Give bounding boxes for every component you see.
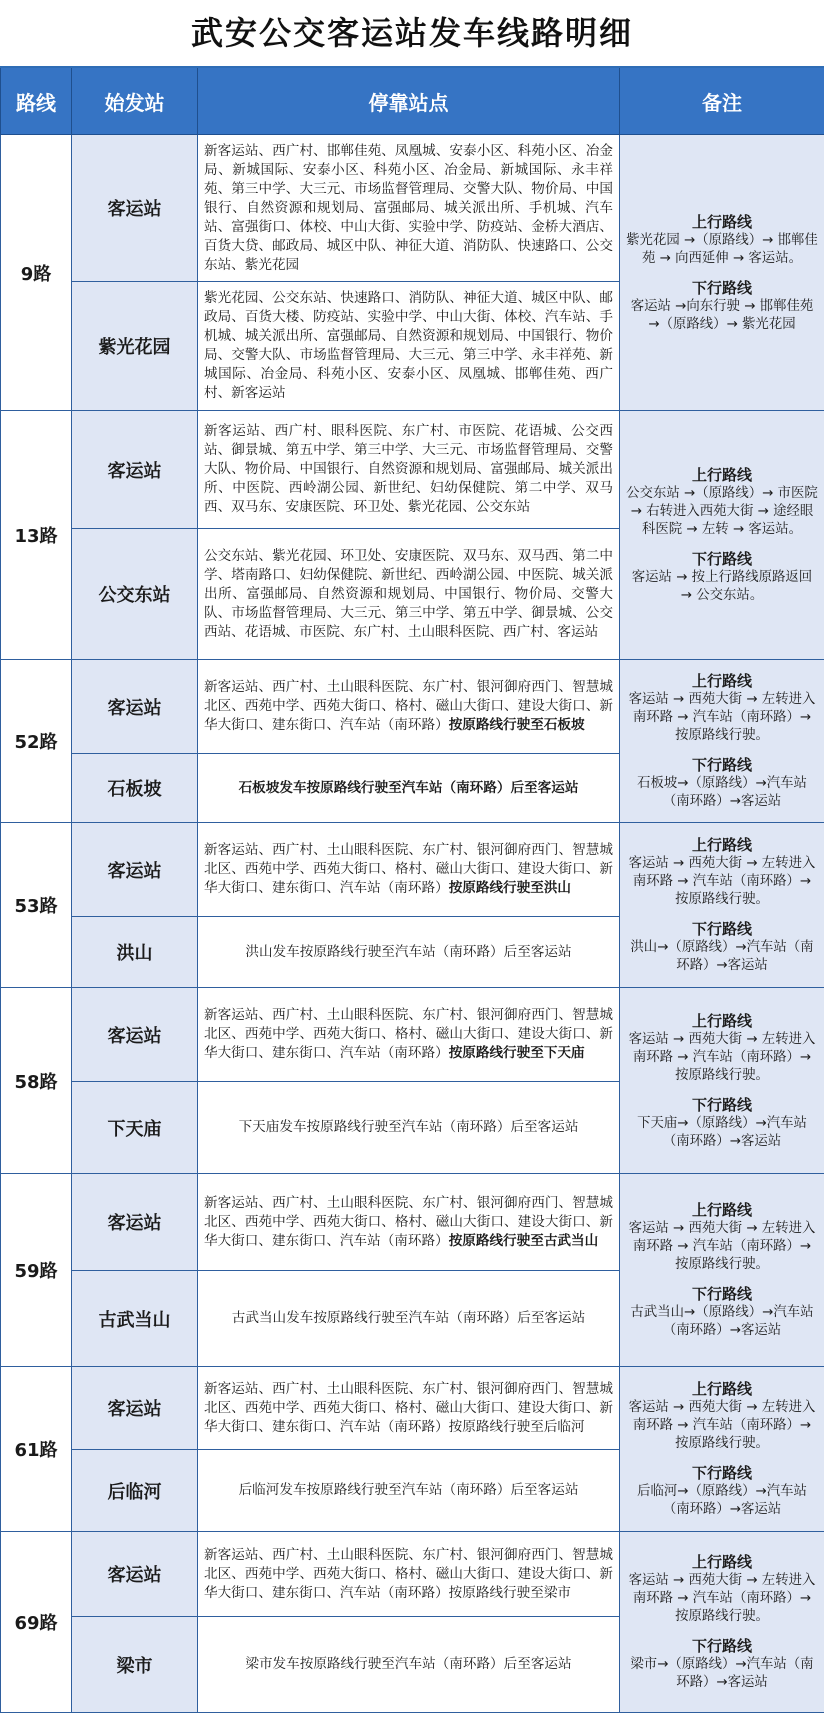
up-route-text: 客运站 → 西苑大街 → 左转进入南环路 → 汽车站（南环路）→ 按原路线行驶。 <box>626 1572 818 1626</box>
origin-station: 梁市 <box>72 1617 198 1713</box>
route-number: 58路 <box>1 988 72 1174</box>
stops-list: 石板坡发车按原路线行驶至汽车站（南环路）后至客运站 <box>198 754 620 823</box>
route-number: 69路 <box>1 1532 72 1713</box>
stops-list: 新客运站、西广村、土山眼科医院、东广村、银河御府西门、智慧城北区、西苑中学、西苑大街口、格村、磁山大街口、建设大街口、新华大街口、建东街口、汽车站（南环路）按原路线行驶至后临河 <box>198 1367 620 1450</box>
origin-station: 公交东站 <box>72 529 198 660</box>
header-remark: 备注 <box>620 67 824 135</box>
route-remark <box>620 1532 824 1713</box>
down-route-text: 客运站 →向东行驶 → 邯郸佳苑 →（原路线）→ 紫光花园 <box>626 298 818 334</box>
down-route-text: 古武当山→（原路线）→汽车站（南环路）→客运站 <box>626 1304 818 1340</box>
stops-list <box>198 660 620 754</box>
table-row <box>1 135 824 282</box>
routes-table <box>0 66 824 1713</box>
origin-station: 客运站 <box>72 1532 198 1617</box>
origin-station: 下天庙 <box>72 1082 198 1174</box>
down-route-label: 下行路线 <box>626 549 818 569</box>
stops-list: 公交东站、紫光花园、环卫处、安康医院、双马东、双马西、第二中学、塔南路口、妇幼保健院、新世纪、西岭湖公园、中医院、城关派出所、富强邮局、自然资源和规划局、中国银行、物价局、交警大队、市场监督管理局、大三元、第三中学、第五中学、御景城、公交西站、花语城、市医院、东广村、土山眼科医院、西广村、客运站 <box>198 529 620 660</box>
origin-station: 客运站 <box>72 1174 198 1271</box>
down-route-label: 下行路线 <box>626 1284 818 1304</box>
down-route-label: 下行路线 <box>626 1095 818 1115</box>
up-route-text: 客运站 → 西苑大街 → 左转进入南环路 → 汽车站（南环路）→ 按原路线行驶。 <box>626 1220 818 1274</box>
up-route-text: 公交东站 →（原路线）→ 市医院 → 右转进入西苑大街 → 途经眼科医院 → 左转 → 客运站。 <box>626 485 818 539</box>
origin-station: 客运站 <box>72 823 198 917</box>
stops-continuation: 按原路线行驶至古武当山 <box>449 1233 599 1249</box>
table-row <box>1 660 824 754</box>
table-row <box>1 823 824 917</box>
table-row <box>1 1367 824 1450</box>
stops-text: 新客运站、西广村、土山眼科医院、东广村、银河御府西门、智慧城北区、西苑中学、西苑大街口、格村、磁山大街口、建设大街口、新华大街口、建东街口、汽车站（南环路） <box>204 1007 613 1061</box>
header-route: 路线 <box>1 67 72 135</box>
table-row <box>1 411 824 529</box>
down-route-label: 下行路线 <box>626 919 818 939</box>
table-row <box>1 988 824 1082</box>
table-row <box>1 1532 824 1617</box>
up-route-label: 上行路线 <box>626 1011 818 1031</box>
header-stops: 停靠站点 <box>198 67 620 135</box>
origin-station: 客运站 <box>72 988 198 1082</box>
down-route-label: 下行路线 <box>626 1636 818 1656</box>
route-number: 52路 <box>1 660 72 823</box>
origin-station: 紫光花园 <box>72 282 198 411</box>
route-number: 59路 <box>1 1174 72 1367</box>
stops-list <box>198 1174 620 1271</box>
table-row <box>1 1174 824 1271</box>
up-route-text: 紫光花园 →（原路线）→ 邯郸佳苑 → 向西延伸 → 客运站。 <box>626 232 818 268</box>
origin-station: 客运站 <box>72 135 198 282</box>
up-route-label: 上行路线 <box>626 671 818 691</box>
route-remark <box>620 823 824 988</box>
stops-list: 紫光花园、公交东站、快速路口、消防队、神征大道、城区中队、邮政局、百货大楼、防疫站、实验中学、中山大街、体校、汽车站、手机城、城关派出所、富强邮局、自然资源和规划局、中国银行、物价局、交警大队、市场监督管理局、大三元、第三中学、永丰祥苑、新城国际、冶金局、科苑小区、安泰小区、凤凰城、邯郸佳苑、西广村、新客运站 <box>198 282 620 411</box>
down-route-text: 后临河→（原路线）→汽车站（南环路）→客运站 <box>626 1483 818 1519</box>
stops-list: 新客运站、西广村、土山眼科医院、东广村、银河御府西门、智慧城北区、西苑中学、西苑大街口、格村、磁山大街口、建设大街口、新华大街口、建东街口、汽车站（南环路）按原路线行驶至梁市 <box>198 1532 620 1617</box>
route-remark <box>620 1174 824 1367</box>
stops-list: 后临河发车按原路线行驶至汽车站（南环路）后至客运站 <box>198 1450 620 1532</box>
up-route-label: 上行路线 <box>626 1552 818 1572</box>
stops-continuation: 按原路线行驶至石板坡 <box>449 717 585 733</box>
route-remark <box>620 135 824 411</box>
up-route-text: 客运站 → 西苑大街 → 左转进入南环路 → 汽车站（南环路）→ 按原路线行驶。 <box>626 855 818 909</box>
page-title: 武安公交客运站发车线路明细 <box>0 0 824 66</box>
up-route-text: 客运站 → 西苑大街 → 左转进入南环路 → 汽车站（南环路）→ 按原路线行驶。 <box>626 1031 818 1085</box>
route-number: 53路 <box>1 823 72 988</box>
stops-text: 新客运站、西广村、土山眼科医院、东广村、银河御府西门、智慧城北区、西苑中学、西苑大街口、格村、磁山大街口、建设大街口、新华大街口、建东街口、汽车站（南环路） <box>204 842 613 896</box>
stops-continuation: 按原路线行驶至洪山 <box>449 880 571 896</box>
route-number: 13路 <box>1 411 72 660</box>
up-route-text: 客运站 → 西苑大街 → 左转进入南环路 → 汽车站（南环路）→ 按原路线行驶。 <box>626 691 818 745</box>
up-route-label: 上行路线 <box>626 1200 818 1220</box>
up-route-label: 上行路线 <box>626 835 818 855</box>
up-route-text: 客运站 → 西苑大街 → 左转进入南环路 → 汽车站（南环路）→ 按原路线行驶。 <box>626 1399 818 1453</box>
route-remark <box>620 411 824 660</box>
stops-list: 下天庙发车按原路线行驶至汽车站（南环路）后至客运站 <box>198 1082 620 1174</box>
origin-station: 石板坡 <box>72 754 198 823</box>
stops-list: 新客运站、西广村、邯郸佳苑、凤凰城、安泰小区、科苑小区、冶金局、新城国际、安泰小区、科苑小区、冶金局、新城国际、永丰祥苑、第三中学、大三元、市场监督管理局、交警大队、物价局、中国银行、自然资源和规划局、富强邮局、城关派出所、手机城、汽车站、富强街口、体校、中山大街、实验中学、防疫站、金桥大酒店、百货大贷、邮政局、城区中队、神征大道、消防队、快速路口、公交东站、紫光花园 <box>198 135 620 282</box>
stops-list: 洪山发车按原路线行驶至汽车站（南环路）后至客运站 <box>198 917 620 988</box>
down-route-label: 下行路线 <box>626 1463 818 1483</box>
down-route-text: 洪山→（原路线）→汽车站（南环路）→客运站 <box>626 939 818 975</box>
down-route-label: 下行路线 <box>626 278 818 298</box>
stops-list: 梁市发车按原路线行驶至汽车站（南环路）后至客运站 <box>198 1617 620 1713</box>
route-number: 61路 <box>1 1367 72 1532</box>
stops-list <box>198 988 620 1082</box>
down-route-label: 下行路线 <box>626 755 818 775</box>
stops-text: 新客运站、西广村、土山眼科医院、东广村、银河御府西门、智慧城北区、西苑中学、西苑大街口、格村、磁山大街口、建设大街口、新华大街口、建东街口、汽车站（南环路） <box>204 1195 613 1249</box>
origin-station: 客运站 <box>72 1367 198 1450</box>
origin-station: 客运站 <box>72 660 198 754</box>
origin-station: 客运站 <box>72 411 198 529</box>
stops-list: 新客运站、西广村、眼科医院、东广村、市医院、花语城、公交西站、御景城、第五中学、第三中学、大三元、市场监督管理局、交警大队、物价局、中国银行、自然资源和规划局、富强邮局、城关派出所、中医院、西岭湖公园、新世纪、妇幼保健院、第二中学、双马西、双马东、安康医院、环卫处、紫光花园、公交东站 <box>198 411 620 529</box>
route-number: 9路 <box>1 135 72 411</box>
down-route-text: 石板坡→（原路线）→汽车站（南环路）→客运站 <box>626 775 818 811</box>
up-route-label: 上行路线 <box>626 1379 818 1399</box>
down-route-text: 客运站 → 按上行路线原路返回 → 公交东站。 <box>626 569 818 605</box>
stops-list <box>198 823 620 917</box>
route-remark <box>620 988 824 1174</box>
origin-station: 后临河 <box>72 1450 198 1532</box>
down-route-text: 梁市→（原路线）→汽车站（南环路）→客运站 <box>626 1656 818 1692</box>
down-route-text: 下天庙→（原路线）→汽车站（南环路）→客运站 <box>626 1115 818 1151</box>
stops-text: 新客运站、西广村、土山眼科医院、东广村、银河御府西门、智慧城北区、西苑中学、西苑大街口、格村、磁山大街口、建设大街口、新华大街口、建东街口、汽车站（南环路） <box>204 679 613 733</box>
up-route-label: 上行路线 <box>626 465 818 485</box>
origin-station: 古武当山 <box>72 1271 198 1367</box>
stops-list: 古武当山发车按原路线行驶至汽车站（南环路）后至客运站 <box>198 1271 620 1367</box>
origin-station: 洪山 <box>72 917 198 988</box>
header-origin: 始发站 <box>72 67 198 135</box>
route-remark <box>620 660 824 823</box>
stops-continuation: 按原路线行驶至下天庙 <box>449 1045 585 1061</box>
route-remark <box>620 1367 824 1532</box>
table-header-row <box>1 67 824 135</box>
up-route-label: 上行路线 <box>626 212 818 232</box>
